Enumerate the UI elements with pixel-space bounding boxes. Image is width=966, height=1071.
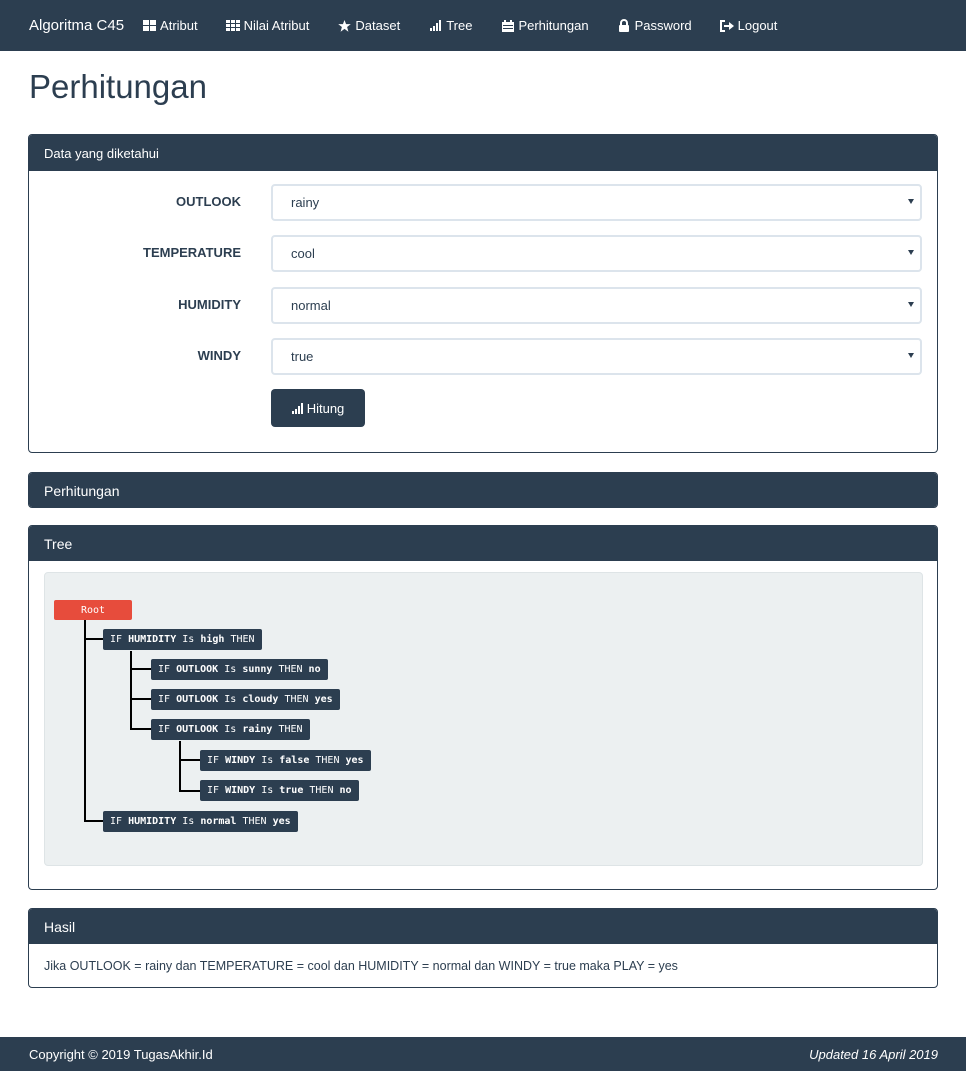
node-post: THEN [272, 724, 303, 735]
navbar [0, 0, 966, 51]
form-row-humidity [29, 287, 937, 324]
temperature-select[interactable] [271, 235, 922, 272]
tree-node [103, 811, 298, 832]
node-post: THEN [272, 664, 309, 675]
nav-item-dataset[interactable] [337, 18, 400, 33]
tree-node [103, 629, 262, 650]
outlook-select[interactable] [271, 184, 922, 221]
signal-icon [428, 19, 443, 32]
node-val: false [279, 755, 310, 766]
footer [0, 1037, 966, 1071]
tree-node-root: Root [54, 600, 132, 620]
node-post: THEN [236, 816, 273, 827]
node-val: true [279, 785, 304, 796]
node-val: sunny [242, 664, 273, 675]
node-pre: IF [110, 816, 129, 827]
temperature-value: cool [291, 246, 315, 261]
perhitungan-panel [28, 472, 938, 508]
nav-label: Atribut [160, 18, 198, 33]
node-post: THEN [309, 755, 346, 766]
node-post: THEN [278, 694, 315, 705]
lock-icon [617, 19, 632, 32]
node-val: normal [200, 816, 237, 827]
nav-item-password[interactable] [617, 18, 692, 33]
node-result: yes [272, 816, 291, 827]
temperature-label: TEMPERATURE [143, 245, 241, 260]
form-row-windy [29, 338, 937, 375]
data-panel [28, 134, 938, 453]
outlook-label: OUTLOOK [176, 194, 241, 209]
caret-down-icon [908, 353, 914, 358]
hasil-text: Jika OUTLOOK = rainy dan TEMPERATURE = cool dan HUMIDITY = normal dan WINDY = true maka PLAY = yes [44, 959, 678, 973]
nav-label: Tree [446, 18, 473, 33]
windy-label: WINDY [197, 348, 241, 363]
node-pre: IF [110, 634, 129, 645]
humidity-value: normal [291, 298, 331, 313]
tree-container [44, 572, 923, 866]
node-attr: HUMIDITY [128, 634, 177, 645]
node-attr: OUTLOOK [176, 664, 219, 675]
nav-label: Logout [737, 18, 778, 33]
node-result: yes [314, 694, 333, 705]
footer-copyright: Copyright © 2019 TugasAkhir.Id [29, 1047, 213, 1062]
tree-node [151, 689, 340, 710]
footer-updated: Updated 16 April 2019 [809, 1047, 938, 1062]
node-attr: WINDY [225, 785, 256, 796]
tree-panel [28, 525, 938, 890]
nav-item-perhitungan[interactable] [500, 18, 588, 33]
node-result: no [308, 664, 321, 675]
node-mid: Is [255, 755, 280, 766]
node-result: yes [345, 755, 364, 766]
node-val: cloudy [242, 694, 279, 705]
caret-down-icon [908, 199, 914, 204]
node-attr: WINDY [225, 755, 256, 766]
nav-item-logout[interactable] [720, 18, 778, 33]
nav-item-atribut[interactable] [142, 18, 198, 33]
signal-icon [292, 403, 304, 414]
th-large-icon [142, 19, 157, 32]
node-attr: HUMIDITY [128, 816, 177, 827]
node-attr: OUTLOOK [176, 724, 219, 735]
calendar-icon [500, 19, 515, 32]
node-result: no [339, 785, 352, 796]
nav-label: Nilai Atribut [243, 18, 310, 33]
brand[interactable]: Algoritma C45 [29, 17, 125, 34]
tree-panel-heading: Tree [29, 526, 937, 561]
page-title: Perhitungan [29, 68, 207, 105]
hitung-button[interactable] [271, 389, 365, 427]
nav-label: Perhitungan [518, 18, 589, 33]
star-icon [337, 19, 352, 32]
humidity-label: HUMIDITY [178, 297, 241, 312]
nav-item-nilai-atribut[interactable] [226, 18, 310, 33]
node-val: high [200, 634, 225, 645]
humidity-select[interactable] [271, 287, 922, 324]
nav-menu [142, 18, 805, 33]
windy-select[interactable] [271, 338, 922, 375]
hitung-label: Hitung [306, 400, 345, 416]
node-pre: IF [158, 694, 177, 705]
node-post: THEN [303, 785, 340, 796]
tree-node [151, 719, 310, 740]
nav-label: Password [634, 18, 692, 33]
node-pre: IF [158, 724, 177, 735]
form-row-temperature [29, 235, 937, 272]
node-post: THEN [224, 634, 255, 645]
node-attr: OUTLOOK [176, 694, 219, 705]
node-pre: IF [207, 755, 226, 766]
outlook-value: rainy [291, 195, 320, 210]
sign-out-icon [720, 19, 735, 32]
node-pre: IF [207, 785, 226, 796]
node-mid: Is [176, 816, 201, 827]
node-mid: Is [218, 664, 243, 675]
nav-label: Dataset [355, 18, 401, 33]
node-mid: Is [218, 724, 243, 735]
caret-down-icon [908, 250, 914, 255]
node-val: rainy [242, 724, 273, 735]
node-mid: Is [255, 785, 280, 796]
data-panel-heading: Data yang diketahui [29, 135, 937, 171]
node-pre: IF [158, 664, 177, 675]
caret-down-icon [908, 302, 914, 307]
perhitungan-panel-heading: Perhitungan [29, 473, 937, 508]
windy-value: true [291, 349, 314, 364]
hasil-panel-heading: Hasil [29, 909, 937, 944]
node-mid: Is [218, 694, 243, 705]
tree-node [200, 750, 371, 771]
node-mid: Is [176, 634, 201, 645]
tree-node [200, 780, 359, 801]
form-row-outlook [29, 184, 937, 221]
hasil-panel [28, 908, 938, 988]
th-icon [226, 19, 241, 32]
tree-node [151, 659, 328, 680]
nav-item-tree[interactable] [428, 18, 472, 33]
